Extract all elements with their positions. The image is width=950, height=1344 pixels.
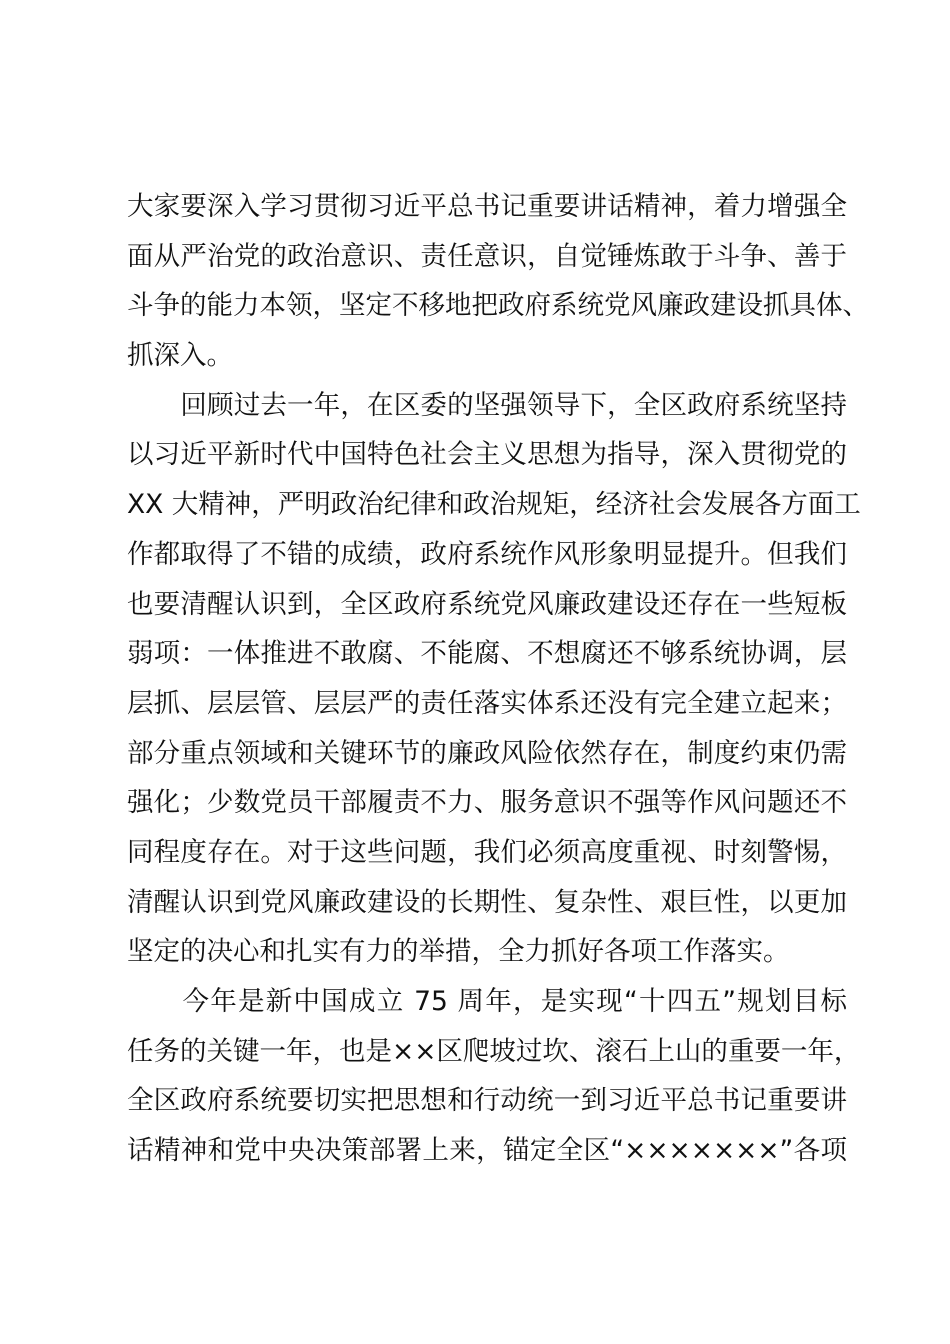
text-line: 弱项：一体推进不敢腐、不能腐、不想腐还不够系统协调，层: [127, 638, 847, 670]
text-line: 大家要深入学习贯彻习近平总书记重要讲话精神，着力增强全: [127, 191, 847, 222]
text-line: 斗争的能力本领，坚定不移地把政府系统党风廉政建设抓具体、: [127, 290, 869, 322]
text-line: 抓深入。: [127, 340, 233, 372]
text-line: 也要清醒认识到，全区政府系统党风廉政建设还存在一些短板: [127, 588, 847, 620]
text-line: 坚定的决心和扎实有力的举措，全力抓好各项工作落实。: [127, 936, 790, 968]
text-line: 强化；少数党员干部履责不力、服务意识不强等作风问题还不: [127, 787, 847, 819]
text-line: 全区政府系统要切实把思想和行动统一到习近平总书记重要讲: [127, 1085, 847, 1117]
text-line: 以习近平新时代中国特色社会主义思想为指导，深入贯彻党的: [127, 439, 847, 471]
text-line: 层抓、层层管、层层严的责任落实体系还没有完全建立起来；: [127, 687, 847, 719]
text-line: 同程度存在。对于这些问题，我们必须高度重视、时刻警惕，: [127, 836, 847, 868]
text-line: 任务的关键一年，也是××区爬坡过坎、滚石上山的重要一年，: [127, 1035, 861, 1067]
text-line: 话精神和党中央决策部署上来，锚定全区“×××××××”各项: [127, 1135, 847, 1167]
text-line: 作都取得了不错的成绩，政府系统作风形象明显提升。但我们: [127, 538, 847, 570]
body-text: [127, 182, 869, 1176]
text-line: 清醒认识到党风廉政建设的长期性、复杂性、艰巨性，以更加: [127, 886, 847, 918]
text-line: 面从严治党的政治意识、责任意识，自觉锤炼敢于斗争、善于: [127, 240, 847, 272]
text-line: 回顾过去一年，在区委的坚强领导下，全区政府系统坚持: [127, 389, 847, 421]
text-line: 今年是新中国成立 75 周年，是实现“十四五”规划目标: [127, 986, 847, 1017]
text-line: XX 大精神，严明政治纪律和政治规矩，经济社会发展各方面工: [127, 489, 861, 521]
text-line: 部分重点领域和关键环节的廉政风险依然存在，制度约束仍需: [127, 737, 847, 769]
